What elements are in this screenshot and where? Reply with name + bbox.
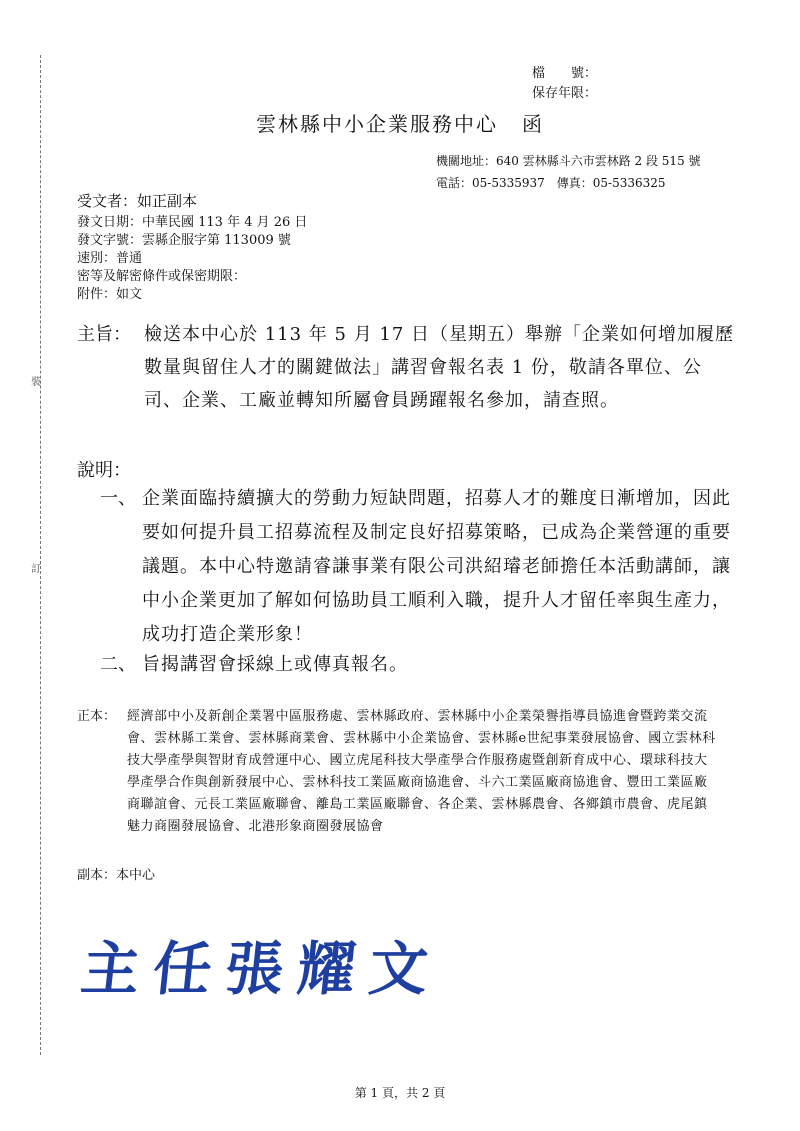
doc-type: 函 (522, 112, 544, 136)
explanation-item (100, 482, 740, 652)
subject-label: 主旨： (77, 324, 131, 345)
org-address: 機關地址：640 雲林縣斗六市雲林路 2 段 515 號 (436, 154, 701, 168)
primary-recipients (77, 706, 717, 838)
attachment: 附件：如文 (77, 287, 143, 302)
primary-list: 經濟部中小及新創企業署中區服務處、雲林縣政府、雲林縣中小企業榮譽指導員協進會暨跨業交流會、雲林縣工業會、雲林縣商業會、雲林縣中小企業協會、雲林縣e世紀事業發展協會、國立雲林科技大學產學與智財育成營運中心、國立虎尾科技大學產學合作服務處暨創新育成中心、環球科技大學產學合作與創新發展中心、雲林科技工業區廠商協進會、斗六工業區廠商協進會、豐田工業區廠商聯誼會、元長工業區廠聯會、離島工業區廠聯會、各企業、雲林縣農會、各鄉鎮市農會、虎尾鎮魅力商圈發展協會、北港形象商圈發展協會 (127, 709, 716, 834)
explanation-item (100, 648, 740, 682)
director-signature-stamp: 主任張耀文 (77, 935, 446, 1003)
binding-mark-ding: 訂 (31, 564, 41, 575)
document-number: 發文字號：雲縣企服字第 113009 號 (77, 233, 291, 248)
binding-mark-zhuang: 裝 (31, 377, 41, 388)
item-number: 二、 (100, 654, 136, 675)
item-number: 一、 (100, 488, 136, 509)
recipient: 受文者：如正副本 (77, 192, 198, 210)
security-level: 密等及解密條件或保密期限： (77, 269, 247, 284)
document-meta (77, 214, 307, 304)
contact-info (436, 150, 701, 194)
org-name: 雲林縣中小企業服務中心 (256, 112, 498, 136)
document-title (0, 108, 800, 137)
retention-period: 保存年限： (532, 86, 598, 101)
page-number: 第 1 頁，共 2 頁 (354, 1086, 446, 1100)
issue-date: 發文日期：中華民國 113 年 4 月 26 日 (77, 215, 308, 230)
copy-recipients: 副本：本中心 (77, 868, 156, 883)
file-number-block (532, 64, 597, 104)
org-phone-fax: 電話：05-5335937 傳真：05-5336325 (436, 176, 666, 190)
speed-class: 速別：普通 (77, 251, 143, 266)
item-text: 企業面臨持續擴大的勞動力短缺問題，招募人才的難度日漸增加，因此要如何提升員工招募流程及制定良好招募策略，已成為企業營運的重要議題。本中心特邀請睿謙事業有限公司洪紹璿老師擔任本活動講師，讓中小企業更加了解如何協助員工順利入職，提升人才留任率與生產力，成功打造企業形象！ (142, 488, 731, 645)
primary-label: 正本： (77, 709, 117, 724)
explanation-label: 說明： (77, 460, 131, 481)
item-text: 旨揭講習會採線上或傳真報名。 (142, 654, 408, 675)
file-number: 檔 號： (532, 66, 598, 81)
binding-line (40, 55, 41, 1055)
subject-section (77, 318, 737, 417)
subject-text: 檢送本中心於 113 年 5 月 17 日（星期五）舉辦「企業如何增加履歷數量與留住人才的關鍵做法」講習會報名表 1 份，敬請各單位、公司、企業、工廠並轉知所屬會員踴躍報名參加，請查照。 (144, 324, 735, 411)
